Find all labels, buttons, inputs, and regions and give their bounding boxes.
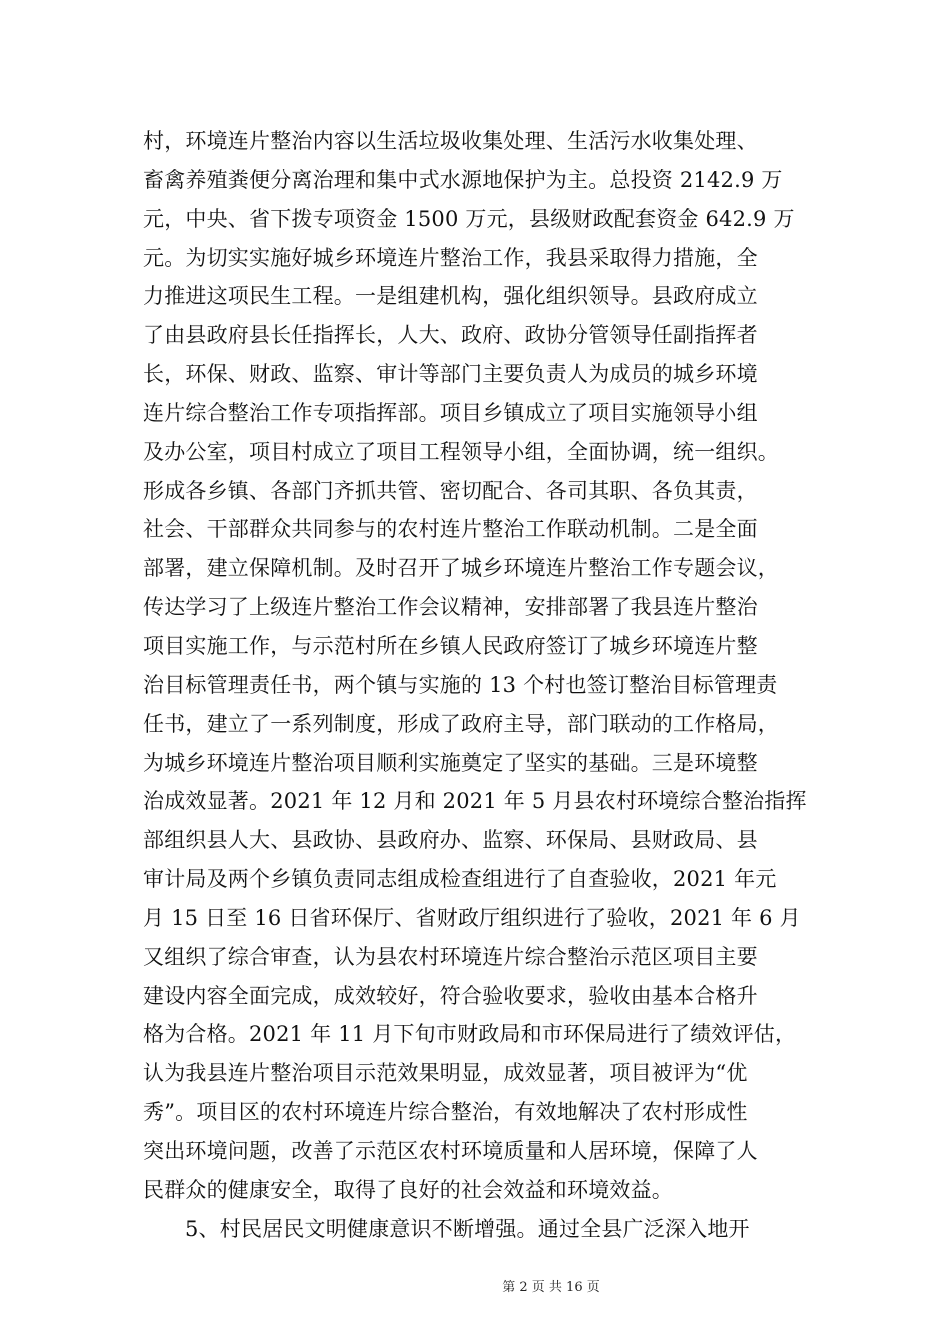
text-line: 社会、干部群众共同参与的农村连片整治工作联动机制。二是全面 — [143, 517, 758, 542]
text-line: 月 15 日至 16 日省环保厅、省财政厅组织进行了验收，2021 年 6 月 — [143, 905, 801, 930]
paragraph-start-line: 5、村民居民文明健康意识不断增强。通过全县广泛深入地开 — [185, 1216, 750, 1241]
text-line: 任书，建立了一系列制度，形成了政府主导，部门联动的工作格局， — [143, 711, 779, 736]
text-line: 元，中央、省下拨专项资金 1500 万元，县级财政配套资金 642.9 万 — [143, 206, 795, 231]
page-footer: 第 2 页 共 16 页 — [502, 1280, 600, 1295]
text-line: 长，环保、财政、监察、审计等部门主要负责人为成员的城乡环境 — [143, 362, 758, 387]
text-line: 部组织县人大、县政协、县政府办、监察、环保局、县财政局、县 — [143, 828, 758, 853]
text-line: 突出环境问题，改善了示范区农村环境质量和人居环境，保障了人 — [143, 1138, 758, 1163]
text-line: 治成效显著。2021 年 12 月和 2021 年 5 月县农村环境综合整治指挥 — [143, 789, 807, 814]
text-line: 认为我县连片整治项目示范效果明显，成效显著，项目被评为“优 — [143, 1061, 748, 1086]
text-line: 项目实施工作，与示范村所在乡镇人民政府签订了城乡环境连片整 — [143, 633, 758, 658]
text-line: 又组织了综合审查，认为县农村环境连片综合整治示范区项目主要 — [143, 944, 758, 969]
text-line: 格为合格。2021 年 11 月下旬市财政局和市环保局进行了绩效评估， — [143, 1022, 797, 1047]
text-line: 力推进这项民生工程。一是组建机构，强化组织领导。县政府成立 — [143, 284, 758, 309]
text-line: 村，环境连片整治内容以生活垃圾收集处理、生活污水收集处理、 — [143, 129, 758, 153]
text-line: 畜禽养殖粪便分离治理和集中式水源地保护为主。总投资 2142.9 万 — [143, 167, 783, 192]
text-line: 形成各乡镇、各部门齐抓共管、密切配合、各司其职、各负其责， — [143, 478, 758, 503]
text-line: 建设内容全面完成，成效较好，符合验收要求，验收由基本合格升 — [143, 983, 758, 1008]
text-line: 及办公室，项目村成立了项目工程领导小组，全面协调，统一组织。 — [143, 439, 779, 464]
text-line: 了由县政府县长任指挥长，人大、政府、政协分管领导任副指挥者 — [143, 323, 758, 348]
text-line: 传达学习了上级连片整治工作会议精神，安排部署了我县连片整治 — [143, 595, 758, 620]
text-line: 民群众的健康安全，取得了良好的社会效益和环境效益。 — [143, 1177, 673, 1202]
body-text — [143, 122, 823, 1248]
text-line: 治目标管理责任书，两个镇与实施的 13 个村也签订整治目标管理责 — [143, 672, 778, 697]
text-line: 部署，建立保障机制。及时召开了城乡环境连片整治工作专题会议， — [143, 556, 779, 581]
text-line: 连片综合整治工作专项指挥部。项目乡镇成立了项目实施领导小组 — [143, 400, 758, 425]
text-line: 元。为切实实施好城乡环境连片整治工作，我县采取得力措施，全 — [143, 245, 758, 270]
text-line: 秀”。项目区的农村环境连片综合整治，有效地解决了农村形成性 — [143, 1100, 748, 1125]
text-line: 为城乡环境连片整治项目顺利实施奠定了坚实的基础。三是环境整 — [143, 750, 758, 775]
text-line: 审计局及两个乡镇负责同志组成检查组进行了自查验收，2021 年元 — [143, 867, 777, 892]
